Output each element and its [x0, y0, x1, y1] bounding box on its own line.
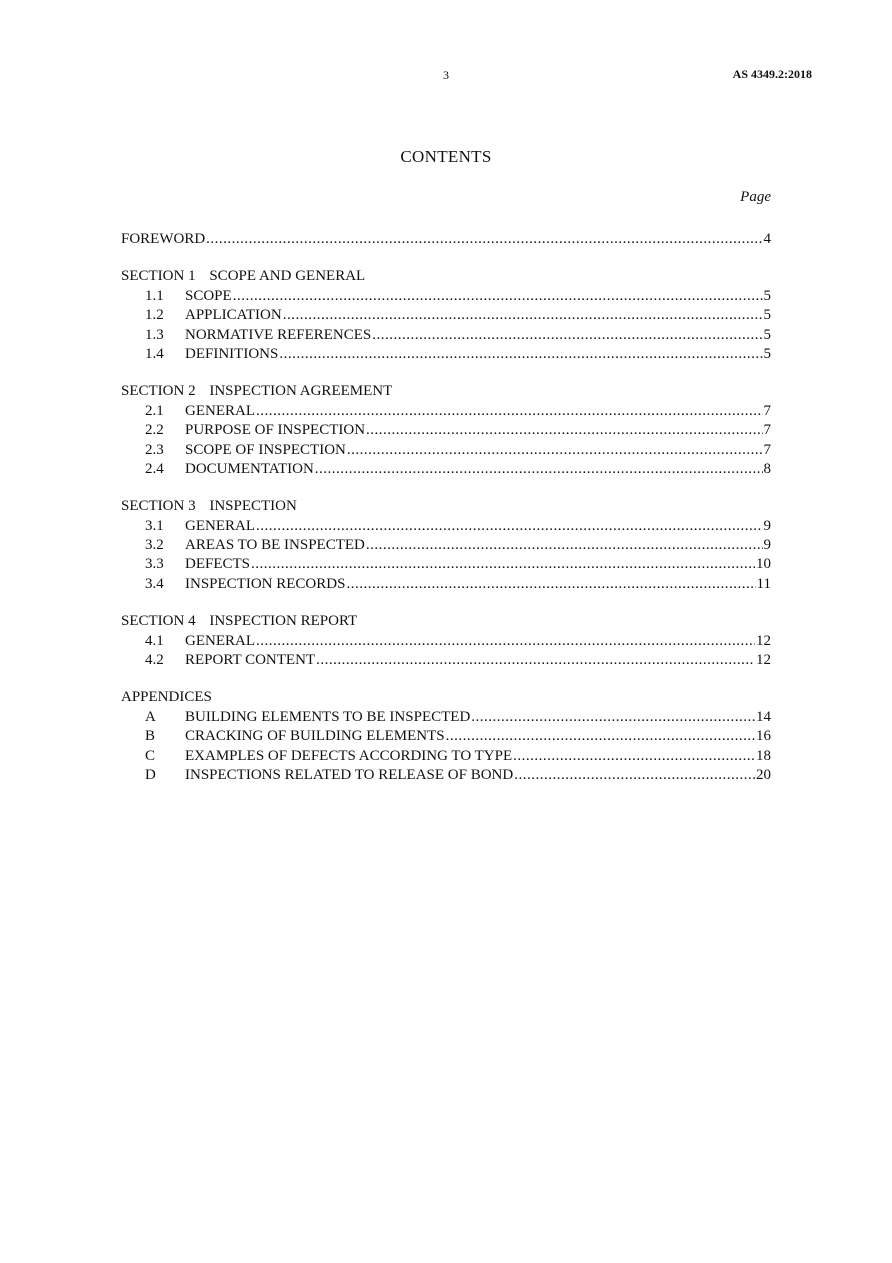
toc-entry-title: APPLICATION — [185, 307, 282, 324]
section-title: INSPECTION — [209, 498, 297, 515]
toc-entry-page: 5 — [763, 326, 771, 343]
toc-entry-foreword[interactable] — [121, 230, 771, 249]
document-id: AS 4349.2:2018 — [732, 67, 812, 81]
toc-entry[interactable] — [121, 651, 771, 670]
toc-entry-title: BUILDING ELEMENTS TO BE INSPECTED — [185, 708, 471, 725]
toc-entry-number: 3.3 — [145, 556, 164, 573]
toc-entry[interactable] — [121, 345, 771, 364]
toc-entry-number: B — [145, 728, 156, 745]
toc-entry-title: REPORT CONTENT — [185, 652, 316, 669]
dot-leader — [471, 708, 755, 727]
section-title: SCOPE AND GENERAL — [209, 268, 366, 285]
toc-entry-title: EXAMPLES OF DEFECTS ACCORDING TO TYPE — [185, 747, 513, 764]
toc-entry-title: GENERAL — [185, 402, 255, 419]
toc-entry-title: AREAS TO BE INSPECTED — [185, 537, 365, 554]
toc-entry[interactable] — [121, 306, 771, 325]
toc-entry[interactable] — [121, 326, 771, 345]
section-label: APPENDICES — [121, 689, 212, 706]
dot-leader — [316, 651, 755, 670]
dot-leader — [366, 421, 762, 440]
toc-entry-page: 7 — [763, 422, 771, 439]
dot-leader — [256, 632, 755, 651]
toc-entry-title: SCOPE OF INSPECTION — [185, 441, 346, 458]
spacer — [121, 670, 771, 688]
section-heading[interactable] — [121, 267, 771, 286]
toc-entry-number: A — [145, 708, 156, 725]
toc-entry-title: SCOPE — [185, 287, 232, 304]
toc-entry-number: 2.4 — [145, 460, 164, 477]
toc-entry-title: DEFINITIONS — [185, 345, 279, 362]
toc-entry-number: 4.2 — [145, 652, 164, 669]
dot-leader — [346, 575, 755, 594]
toc-entry-page: 10 — [756, 556, 771, 573]
toc-entry[interactable] — [121, 747, 771, 766]
toc-entry-page: 18 — [756, 747, 771, 764]
toc-entry[interactable] — [121, 421, 771, 440]
spacer — [121, 249, 771, 267]
section-label: SECTION 4 — [121, 613, 196, 630]
section-heading[interactable] — [121, 497, 771, 516]
page-number: 3 — [443, 68, 449, 82]
dot-leader — [206, 230, 762, 249]
dot-leader — [283, 306, 763, 325]
toc-entry-number: 2.2 — [145, 422, 164, 439]
toc-entry-title: GENERAL — [185, 517, 255, 534]
dot-leader — [513, 747, 755, 766]
toc-entry-title: NORMATIVE REFERENCES — [185, 326, 372, 343]
toc-entry-number: 1.2 — [145, 307, 164, 324]
toc-entry[interactable] — [121, 536, 771, 555]
toc-entry[interactable] — [121, 632, 771, 651]
dot-leader — [279, 345, 762, 364]
spacer — [121, 479, 771, 497]
toc-entry-title: INSPECTION RECORDS — [185, 575, 346, 592]
toc-entry-title: PURPOSE OF INSPECTION — [185, 422, 366, 439]
toc-entry[interactable] — [121, 766, 771, 785]
toc-entry-page: 12 — [756, 632, 771, 649]
toc-entry-title: INSPECTIONS RELATED TO RELEASE OF BOND — [185, 766, 514, 783]
section-label: SECTION 1 — [121, 268, 196, 285]
dot-leader — [514, 766, 755, 785]
dot-leader — [256, 517, 763, 536]
dot-leader — [233, 287, 763, 306]
toc-entry[interactable] — [121, 441, 771, 460]
dot-leader — [366, 536, 763, 555]
toc-entry-title: DOCUMENTATION — [185, 460, 314, 477]
toc-entry[interactable] — [121, 517, 771, 536]
toc-entry[interactable] — [121, 727, 771, 746]
toc-entry-page: 7 — [763, 441, 771, 458]
toc-entry[interactable] — [121, 402, 771, 421]
toc-entry[interactable] — [121, 708, 771, 727]
dot-leader — [446, 727, 755, 746]
section-heading[interactable] — [121, 382, 771, 401]
toc-entry-number: 2.3 — [145, 441, 164, 458]
toc-entry-number: 3.2 — [145, 537, 164, 554]
toc-entry[interactable] — [121, 555, 771, 574]
toc-entry[interactable] — [121, 287, 771, 306]
toc-entry-number: D — [145, 766, 156, 783]
appendices-heading[interactable] — [121, 688, 771, 707]
toc-entry-page: 20 — [756, 766, 771, 783]
dot-leader — [372, 326, 762, 345]
toc-entry-page: 14 — [756, 708, 771, 725]
section-heading[interactable] — [121, 612, 771, 631]
dot-leader — [256, 402, 763, 421]
toc-entry-page: 11 — [756, 575, 771, 592]
toc-entry-number: 3.1 — [145, 517, 164, 534]
toc-entry-number: 3.4 — [145, 575, 164, 592]
toc-entry-title: DEFECTS — [185, 556, 251, 573]
spacer — [121, 594, 771, 612]
toc-entry-number: 1.4 — [145, 345, 164, 362]
toc-entry-title: CRACKING OF BUILDING ELEMENTS — [185, 728, 445, 745]
contents-title: CONTENTS — [400, 147, 492, 166]
toc-entry-page: 5 — [763, 287, 771, 304]
toc-entry[interactable] — [121, 460, 771, 479]
toc-entry-page: 4 — [763, 231, 771, 247]
toc-entry-page: 8 — [763, 460, 771, 477]
toc-entry-page: 9 — [763, 517, 771, 534]
dot-leader — [251, 555, 755, 574]
spacer — [121, 364, 771, 382]
toc-entry-page: 5 — [763, 345, 771, 362]
page-column-label: Page — [740, 189, 771, 205]
toc-entry-page: 12 — [756, 652, 771, 669]
dot-leader — [315, 460, 763, 479]
toc-entry-number: 1.1 — [145, 287, 164, 304]
toc-entry-number: C — [145, 747, 156, 764]
section-label: SECTION 3 — [121, 498, 196, 515]
toc-entry-page: 9 — [763, 537, 771, 554]
toc-entry-page: 16 — [756, 728, 771, 745]
toc-entry-number: 2.1 — [145, 402, 164, 419]
toc-entry-page: 5 — [763, 307, 771, 324]
dot-leader — [347, 441, 763, 460]
section-title: INSPECTION REPORT — [209, 613, 358, 630]
toc-entry-page: 7 — [763, 402, 771, 419]
toc-entry[interactable] — [121, 575, 771, 594]
toc-entry-number: 4.1 — [145, 632, 164, 649]
section-title: INSPECTION AGREEMENT — [209, 383, 393, 400]
toc-entry-number: 1.3 — [145, 326, 164, 343]
section-label: SECTION 2 — [121, 383, 196, 400]
toc-entry-title: GENERAL — [185, 632, 255, 649]
toc-entry-title: FOREWORD — [121, 231, 206, 247]
table-of-contents — [121, 230, 771, 785]
